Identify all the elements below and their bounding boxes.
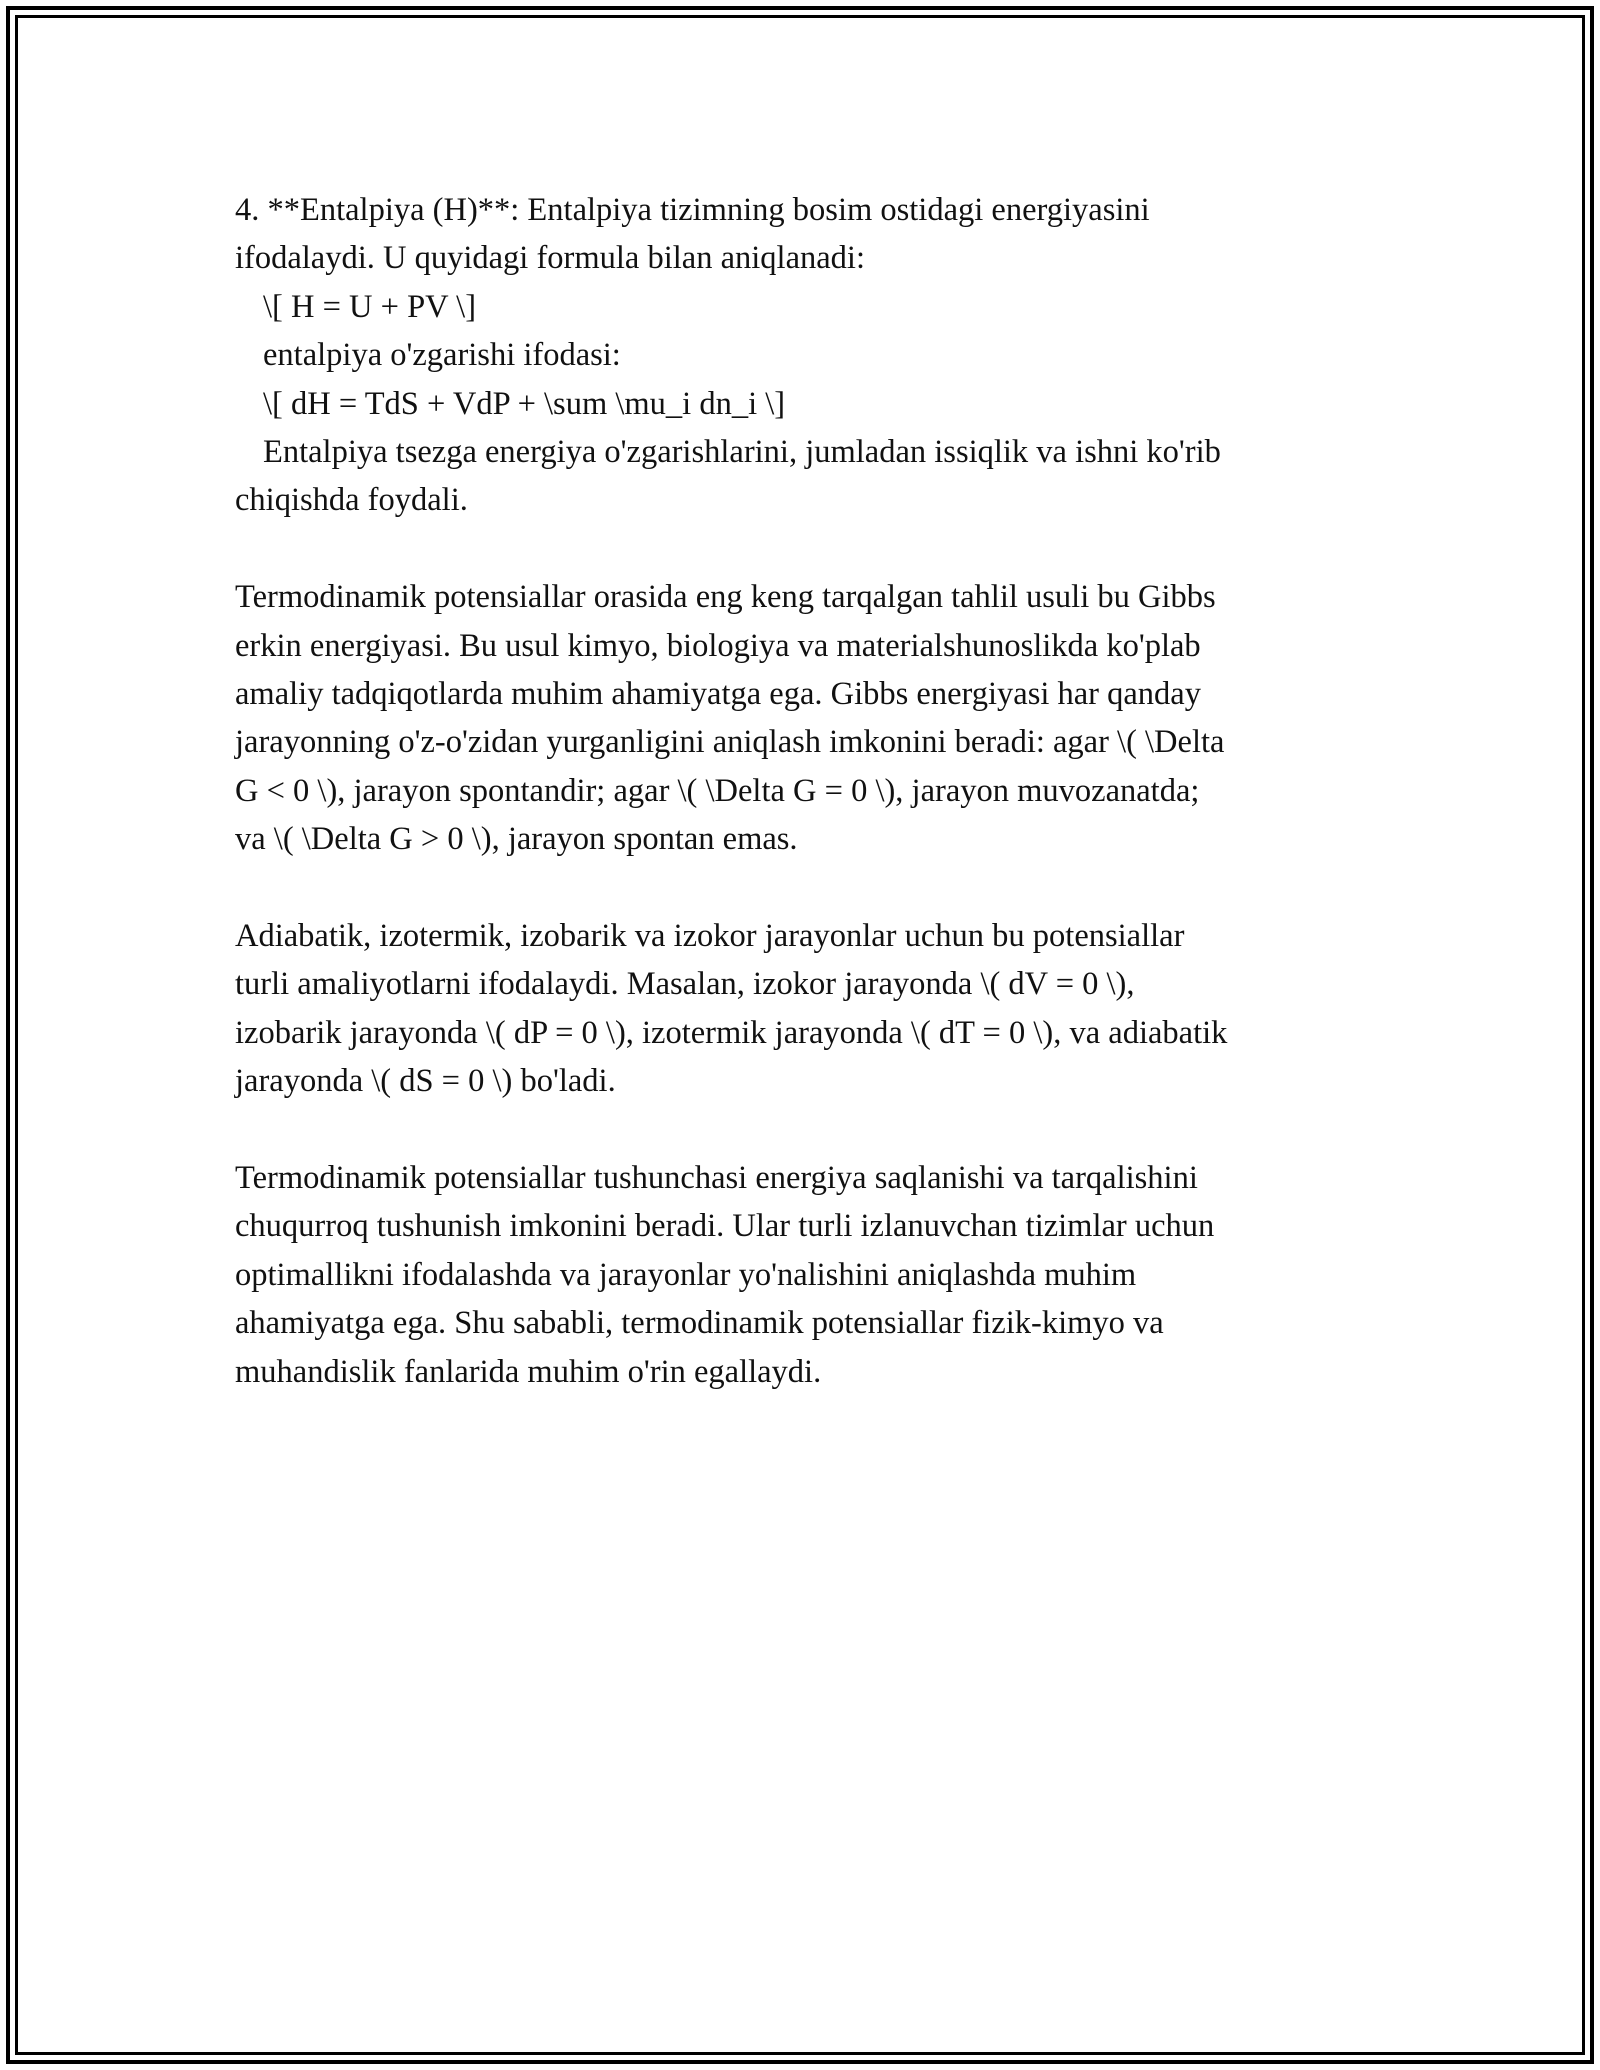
paragraph xyxy=(235,186,1375,525)
text-line: entalpiya o'zgarishi ifodasi: xyxy=(263,337,621,374)
text-line: ahamiyatga ega. Shu sababli, termodinamik potensiallar fizik-kimyo va xyxy=(235,1305,1164,1342)
paragraph-spacer xyxy=(235,864,1375,912)
text-line: erkin energiyasi. Bu usul kimyo, biologiya va materialshunoslikda ko'plab xyxy=(235,627,1201,664)
text-line: ifodalaydi. U quyidagi formula bilan aniqlanadi: xyxy=(235,240,865,277)
paragraph-spacer xyxy=(235,525,1375,573)
text-line: muhandislik fanlarida muhim o'rin egallaydi. xyxy=(235,1353,822,1390)
text-line: Termodinamik potensiallar orasida eng keng tarqalgan tahlil usuli bu Gibbs xyxy=(235,579,1216,616)
text-line: 4. **Entalpiya (H)**: Entalpiya tizimning bosim ostidagi energiyasini xyxy=(235,192,1150,228)
text-line: amaliy tadqiqotlarda muhim ahamiyatga ega. Gibbs energiyasi har qanday xyxy=(235,676,1201,713)
document-body xyxy=(235,186,1375,1396)
paragraph xyxy=(235,1154,1375,1396)
paragraph xyxy=(235,573,1375,863)
text-line: chiqishda foydali. xyxy=(235,482,468,519)
text-line: jarayonning o'z-o'zidan yurganligini aniqlash imkonini beradi: agar \( \Delta xyxy=(235,724,1225,761)
text-line: turli amaliyotlarni ifodalaydi. Masalan, izokor jarayonda \( dV = 0 \), xyxy=(235,966,1135,1003)
text-line: G < 0 \), jarayon spontandir; agar \( \Delta G = 0 \), jarayon muvozanatda; xyxy=(235,772,1200,809)
paragraph-spacer xyxy=(235,1106,1375,1154)
text-line: Termodinamik potensiallar tushunchasi energiya saqlanishi va tarqalishini xyxy=(235,1160,1198,1197)
text-line: \[ dH = TdS + VdP + \sum \mu_i dn_i \] xyxy=(263,385,786,422)
text-line: Adiabatik, izotermik, izobarik va izokor jarayonlar uchun bu potensiallar xyxy=(235,918,1185,955)
text-line: jarayonda \( dS = 0 \) bo'ladi. xyxy=(235,1063,616,1100)
text-line: optimallikni ifodalashda va jarayonlar yo'nalishini aniqlashda muhim xyxy=(235,1256,1137,1293)
text-line: \[ H = U + PV \] xyxy=(263,288,477,325)
paragraph xyxy=(235,912,1375,1106)
text-line: izobarik jarayonda \( dP = 0 \), izotermik jarayonda \( dT = 0 \), va adiabatik xyxy=(235,1014,1228,1051)
text-line: Entalpiya tsezga energiya o'zgarishlarini, jumladan issiqlik va ishni ko'rib xyxy=(263,434,1221,471)
text-line: chuqurroq tushunish imkonini beradi. Ular turli izlanuvchan tizimlar uchun xyxy=(235,1208,1215,1245)
text-line: va \( \Delta G > 0 \), jarayon spontan emas. xyxy=(235,821,798,858)
